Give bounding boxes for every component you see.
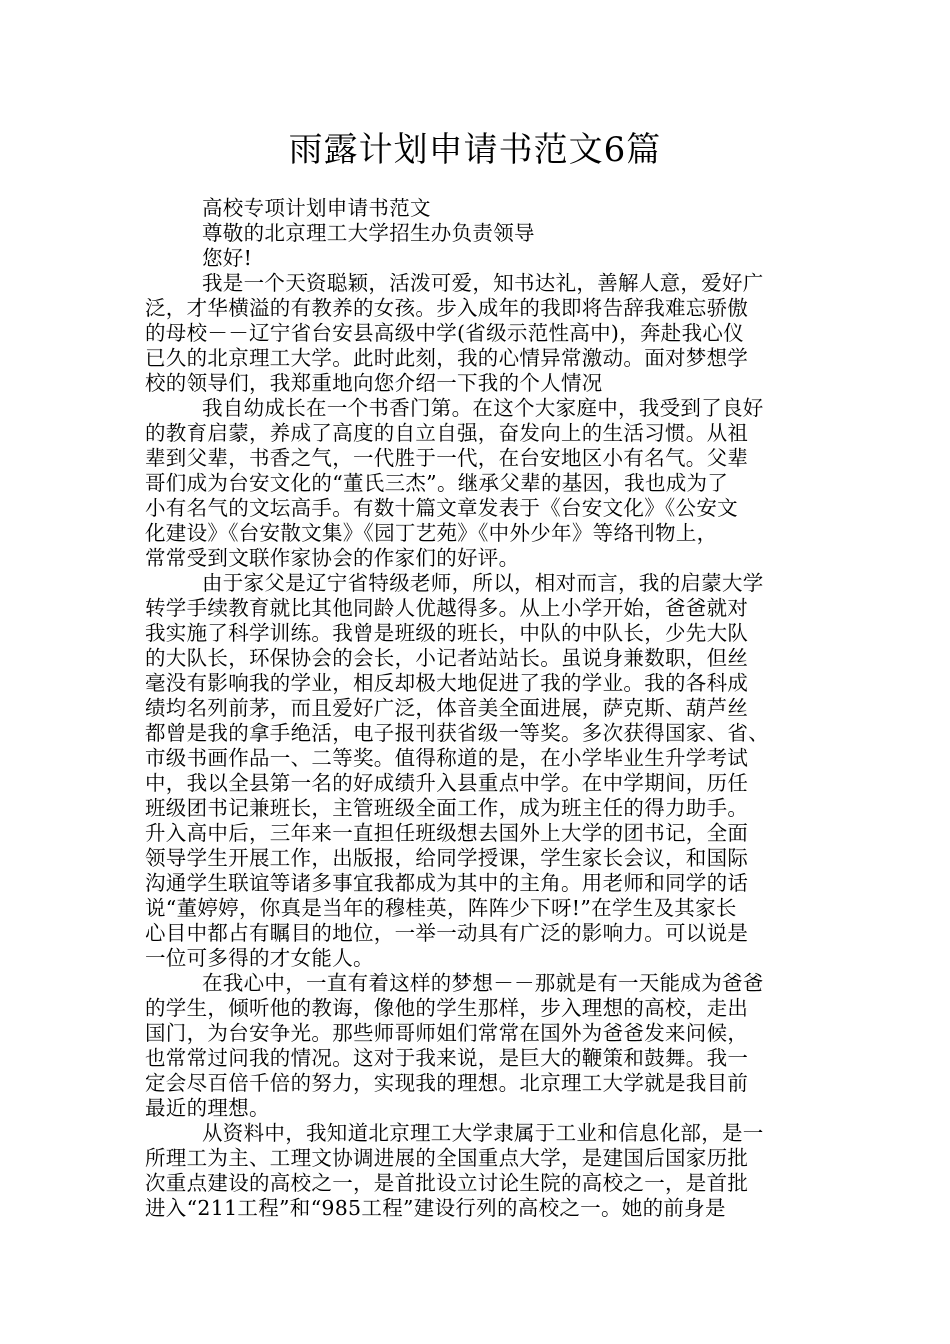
paragraph-line: 化建设》《台安散文集》《园丁艺苑》《中外少年》等络刊物上， <box>145 521 718 545</box>
paragraph-line: 市级书画作品一、二等奖。值得称道的是，在小学毕业生升学考试 <box>145 746 749 770</box>
paragraph-line: 也常常过问我的情况。这对于我来说，是巨大的鞭策和鼓舞。我一 <box>145 1046 749 1070</box>
paragraph-line: 常常受到文联作家协会的作家们的好评。 <box>145 546 520 570</box>
paragraph-line: 泛，才华横溢的有教养的女孩。步入成年的我即将告辞我难忘骄傲 <box>145 296 749 320</box>
paragraph-line: 您好! <box>202 246 253 270</box>
paragraph-line: 最近的理想。 <box>145 1096 270 1120</box>
paragraph-line: 班级团书记兼班长，主管班级全面工作，成为班主任的得力助手。 <box>145 796 749 820</box>
paragraph-line: 辈到父辈，书香之气，一代胜于一代，在台安地区小有名气。父辈 <box>145 446 749 470</box>
paragraph-line: 我是一个天资聪颖，活泼可爱，知书达礼，善解人意，爱好广 <box>202 271 764 295</box>
paragraph-line: 哥们成为台安文化的“董氏三杰”。继承父辈的基因，我也成为了 <box>145 471 729 495</box>
paragraph-line: 尊敬的北京理工大学招生办负责领导 <box>202 221 535 245</box>
paragraph-line: 都曾是我的拿手绝活，电子报刊获省级一等奖。多次获得国家、省、 <box>145 721 769 745</box>
paragraph-line: 小有名气的文坛高手。有数十篇文章发表于《台安文化》《公安文 <box>145 496 738 520</box>
paragraph-line: 绩均名列前茅，而且爱好广泛，体音美全面进展，萨克斯、葫芦丝 <box>145 696 749 720</box>
paragraph-line: 进入“211工程”和“985工程”建设行列的高校之一。她的前身是 <box>145 1196 726 1220</box>
paragraph-line: 已久的北京理工大学。此时此刻，我的心情异常激动。面对梦想学 <box>145 346 749 370</box>
paragraph-line: 的大队长，环保协会的会长，小记者站站长。虽说身兼数职，但丝 <box>145 646 749 670</box>
paragraph-line: 的学生，倾听他的教诲，像他的学生那样，步入理想的高校，走出 <box>145 996 749 1020</box>
paragraph-line: 我实施了科学训练。我曾是班级的班长，中队的中队长，少先大队 <box>145 621 749 645</box>
paragraph-line: 所理工为主、工理文协调进展的全国重点大学，是建国后国家历批 <box>145 1146 749 1170</box>
paragraph-line: 领导学生开展工作，出版报，给同学授课，学生家长会议，和国际 <box>145 846 749 870</box>
paragraph-line: 次重点建设的高校之一，是首批设立讨论生院的高校之一，是首批 <box>145 1171 749 1195</box>
document-title: 雨露计划申请书范文6篇 <box>288 130 662 170</box>
document-body <box>145 196 809 1221</box>
paragraph-line: 在我心中，一直有着这样的梦想－－那就是有一天能成为爸爸 <box>202 971 764 995</box>
paragraph-line: 高校专项计划申请书范文 <box>202 196 431 220</box>
paragraph-line: 中，我以全县第一名的好成绩升入县重点中学。在中学期间，历任 <box>145 771 749 795</box>
paragraph-line: 国门，为台安争光。那些师哥师姐们常常在国外为爸爸发来问候， <box>145 1021 749 1045</box>
paragraph-line: 沟通学生联谊等诸多事宜我都成为其中的主角。用老师和同学的话 <box>145 871 749 895</box>
paragraph-line: 转学手续教育就比其他同龄人优越得多。从上小学开始，爸爸就对 <box>145 596 749 620</box>
paragraph-line: 校的领导们，我郑重地向您介绍一下我的个人情况 <box>145 371 603 395</box>
paragraph-line: 升入高中后，三年来一直担任班级想去国外上大学的团书记，全面 <box>145 821 749 845</box>
paragraph-line: 定会尽百倍千倍的努力，实现我的理想。北京理工大学就是我目前 <box>145 1071 749 1095</box>
paragraph-line: 从资料中，我知道北京理工大学隶属于工业和信息化部，是一 <box>202 1121 764 1145</box>
paragraph-line: 我自幼成长在一个书香门第。在这个大家庭中，我受到了良好 <box>202 396 764 420</box>
paragraph-line: 的教育启蒙，养成了高度的自立自强，奋发向上的生活习惯。从祖 <box>145 421 749 445</box>
paragraph-line: 说“董婷婷，你真是当年的穆桂英，阵阵少下呀!”在学生及其家长 <box>145 896 737 920</box>
paragraph-line: 一位可多得的才女能人。 <box>145 946 374 970</box>
paragraph-line: 毫没有影响我的学业，相反却极大地促进了我的学业。我的各科成 <box>145 671 749 695</box>
paragraph-line: 由于家父是辽宁省特级老师，所以，相对而言，我的启蒙大学 <box>202 571 764 595</box>
paragraph-line: 的母校－－辽宁省台安县高级中学(省级示范性高中)，奔赴我心仪 <box>145 321 744 345</box>
paragraph-line: 心目中都占有瞩目的地位，一举一动具有广泛的影响力。可以说是 <box>145 921 749 945</box>
